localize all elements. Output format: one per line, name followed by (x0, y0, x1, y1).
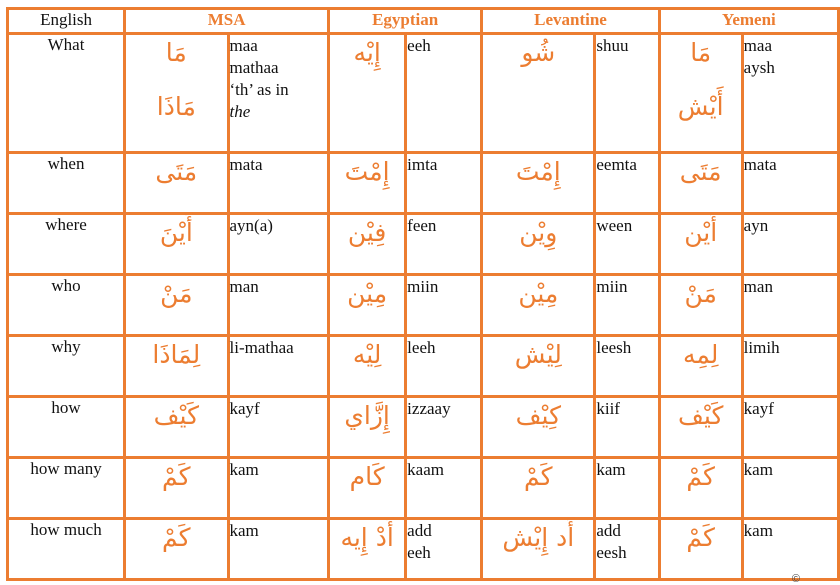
egyptian-arabic (330, 215, 404, 273)
yemeni-arabic (661, 459, 741, 517)
egyptian-arabic (330, 459, 404, 517)
levantine-arabic (483, 459, 593, 517)
roman-line: kayf (229, 399, 260, 418)
msa-arabic (126, 35, 226, 151)
arabic-line: مَتَى (679, 157, 722, 186)
roman-line: add (407, 521, 432, 540)
roman-line: li-mathaa (229, 338, 294, 357)
msa-arabic (126, 398, 226, 456)
arabic-line: أَيْش (677, 92, 724, 121)
copyright-credit: © (791, 573, 800, 585)
italic-example: the (229, 102, 251, 121)
yemeni-arabic (661, 215, 741, 273)
roman-line: ‘th’ as in (229, 80, 289, 99)
arabic-line: إِمْتَ (344, 157, 390, 186)
levantine-arabic (483, 520, 593, 578)
egyptian-transliteration (407, 337, 480, 395)
vocabulary-table-wrapper (6, 7, 840, 581)
arabic-line: مِيْن (347, 279, 388, 308)
header-english: English (9, 10, 123, 32)
arabic-line: إِيْه (353, 38, 381, 67)
msa-arabic (126, 215, 226, 273)
roman-line: kaam (407, 460, 444, 479)
arabic-line: لِيْه (352, 340, 382, 369)
arabic-line: فِيْن (347, 218, 387, 247)
roman-line: leesh (596, 338, 632, 357)
arabic-line: أَدْ إِيه (340, 523, 394, 552)
roman-line: ween (596, 216, 633, 235)
arabic-line: مَا (165, 38, 187, 67)
yemeni-arabic (661, 154, 741, 212)
roman-line: mata (743, 155, 777, 174)
yemeni-transliteration (744, 35, 837, 151)
egyptian-transliteration (407, 398, 480, 456)
roman-line: imta (407, 155, 438, 174)
roman-line: shuu (596, 36, 629, 55)
levantine-transliteration (596, 35, 657, 151)
roman-line: aysh (743, 58, 775, 77)
arabic-line: مَا (690, 38, 712, 67)
msa-arabic (126, 337, 226, 395)
roman-line: man (743, 277, 773, 296)
roman-line: miin (596, 277, 628, 296)
egyptian-transliteration (407, 154, 480, 212)
header-egyptian: Egyptian (330, 10, 480, 32)
header-msa: MSA (126, 10, 327, 32)
egyptian-arabic (330, 154, 404, 212)
yemeni-transliteration (744, 398, 837, 456)
levantine-transliteration (596, 276, 657, 334)
question-words-table (6, 7, 840, 581)
table-row (9, 337, 837, 395)
arabic-line: مَتَى (155, 157, 198, 186)
levantine-arabic (483, 276, 593, 334)
yemeni-transliteration (744, 520, 837, 578)
msa-arabic (126, 459, 226, 517)
roman-line: mathaa (229, 58, 279, 77)
arabic-line: كَمْ (524, 462, 553, 491)
msa-transliteration (230, 520, 328, 578)
roman-line: eeh (407, 543, 431, 562)
levantine-arabic (483, 154, 593, 212)
msa-arabic (126, 154, 226, 212)
levantine-arabic (483, 35, 593, 151)
roman-line: kam (229, 521, 259, 540)
levantine-transliteration (596, 459, 657, 517)
arabic-line: مِيْن (518, 279, 559, 308)
header-yemeni: Yemeni (661, 10, 837, 32)
arabic-line: كَمْ (686, 462, 715, 491)
english-word: where (9, 215, 123, 273)
english-word: how many (9, 459, 123, 517)
egyptian-transliteration (407, 276, 480, 334)
table-row (9, 398, 837, 456)
english-word: how much (9, 520, 123, 578)
arabic-line: مَنْ (684, 279, 717, 308)
roman-line: mata (229, 155, 263, 174)
yemeni-arabic (661, 337, 741, 395)
msa-arabic (126, 520, 226, 578)
arabic-line: مَاذَا (156, 92, 196, 121)
levantine-transliteration (596, 215, 657, 273)
arabic-line: وِيْن (519, 218, 558, 247)
english-word: What (9, 35, 123, 151)
english-word: when (9, 154, 123, 212)
levantine-transliteration (596, 520, 657, 578)
arabic-line: شُو (521, 38, 556, 67)
levantine-transliteration (596, 337, 657, 395)
roman-line: kiif (596, 399, 620, 418)
yemeni-transliteration (744, 459, 837, 517)
roman-line: ayn(a) (229, 216, 273, 235)
egyptian-arabic (330, 398, 404, 456)
arabic-line: لِمَاذَا (152, 340, 201, 369)
arabic-line: أَد إِيْش (502, 523, 575, 552)
yemeni-arabic (661, 35, 741, 151)
arabic-line: كَمْ (162, 523, 191, 552)
roman-line: feen (407, 216, 437, 235)
roman-line: maa (229, 36, 258, 55)
egyptian-transliteration (407, 520, 480, 578)
yemeni-arabic (661, 398, 741, 456)
english-word: why (9, 337, 123, 395)
msa-transliteration (230, 459, 328, 517)
roman-line: kam (229, 460, 259, 479)
yemeni-arabic (661, 276, 741, 334)
arabic-line: أَيْنَ (159, 218, 193, 247)
arabic-line: كَام (349, 462, 385, 491)
egyptian-arabic (330, 520, 404, 578)
roman-line: eesh (596, 543, 627, 562)
header-row (9, 10, 837, 32)
yemeni-transliteration (744, 215, 837, 273)
roman-line: man (229, 277, 259, 296)
arabic-line: إِمْتَ (515, 157, 561, 186)
egyptian-arabic (330, 35, 404, 151)
levantine-transliteration (596, 154, 657, 212)
table-row (9, 520, 837, 578)
english-word: how (9, 398, 123, 456)
arabic-line: كِيْف (515, 401, 561, 430)
arabic-line: كَيْف (153, 401, 199, 430)
roman-line: kam (596, 460, 626, 479)
egyptian-arabic (330, 276, 404, 334)
levantine-arabic (483, 337, 593, 395)
yemeni-transliteration (744, 276, 837, 334)
roman-line: kam (743, 460, 773, 479)
table-row (9, 276, 837, 334)
yemeni-arabic (661, 520, 741, 578)
table-row (9, 215, 837, 273)
msa-arabic (126, 276, 226, 334)
msa-transliteration (230, 35, 328, 151)
yemeni-transliteration (744, 154, 837, 212)
roman-line: izzaay (407, 399, 451, 418)
roman-line: maa (743, 36, 772, 55)
roman-line: leeh (407, 338, 436, 357)
msa-transliteration (230, 215, 328, 273)
egyptian-transliteration (407, 215, 480, 273)
table-row (9, 35, 837, 151)
msa-transliteration (230, 154, 328, 212)
yemeni-transliteration (744, 337, 837, 395)
roman-line: limih (743, 338, 780, 357)
egyptian-arabic (330, 337, 404, 395)
arabic-line: لِمِه (682, 340, 719, 369)
levantine-transliteration (596, 398, 657, 456)
arabic-line: لِيْش (514, 340, 562, 369)
roman-line: add (596, 521, 621, 540)
roman-line: eemta (596, 155, 637, 174)
egyptian-transliteration (407, 459, 480, 517)
arabic-line: إِزَّاي (344, 401, 390, 430)
levantine-arabic (483, 215, 593, 273)
arabic-line: مَنْ (160, 279, 193, 308)
roman-line: kayf (743, 399, 774, 418)
arabic-line: كَمْ (162, 462, 191, 491)
roman-line: miin (407, 277, 439, 296)
arabic-line: كَيْف (678, 401, 724, 430)
arabic-line: كَمْ (686, 523, 715, 552)
arabic-line: أَيْن (684, 218, 718, 247)
header-levantine: Levantine (483, 10, 657, 32)
levantine-arabic (483, 398, 593, 456)
roman-line: ayn (743, 216, 769, 235)
roman-line: eeh (407, 36, 431, 55)
english-word: who (9, 276, 123, 334)
msa-transliteration (230, 398, 328, 456)
msa-transliteration (230, 276, 328, 334)
msa-transliteration (230, 337, 328, 395)
table-row (9, 154, 837, 212)
roman-line: kam (743, 521, 773, 540)
egyptian-transliteration (407, 35, 480, 151)
table-row (9, 459, 837, 517)
